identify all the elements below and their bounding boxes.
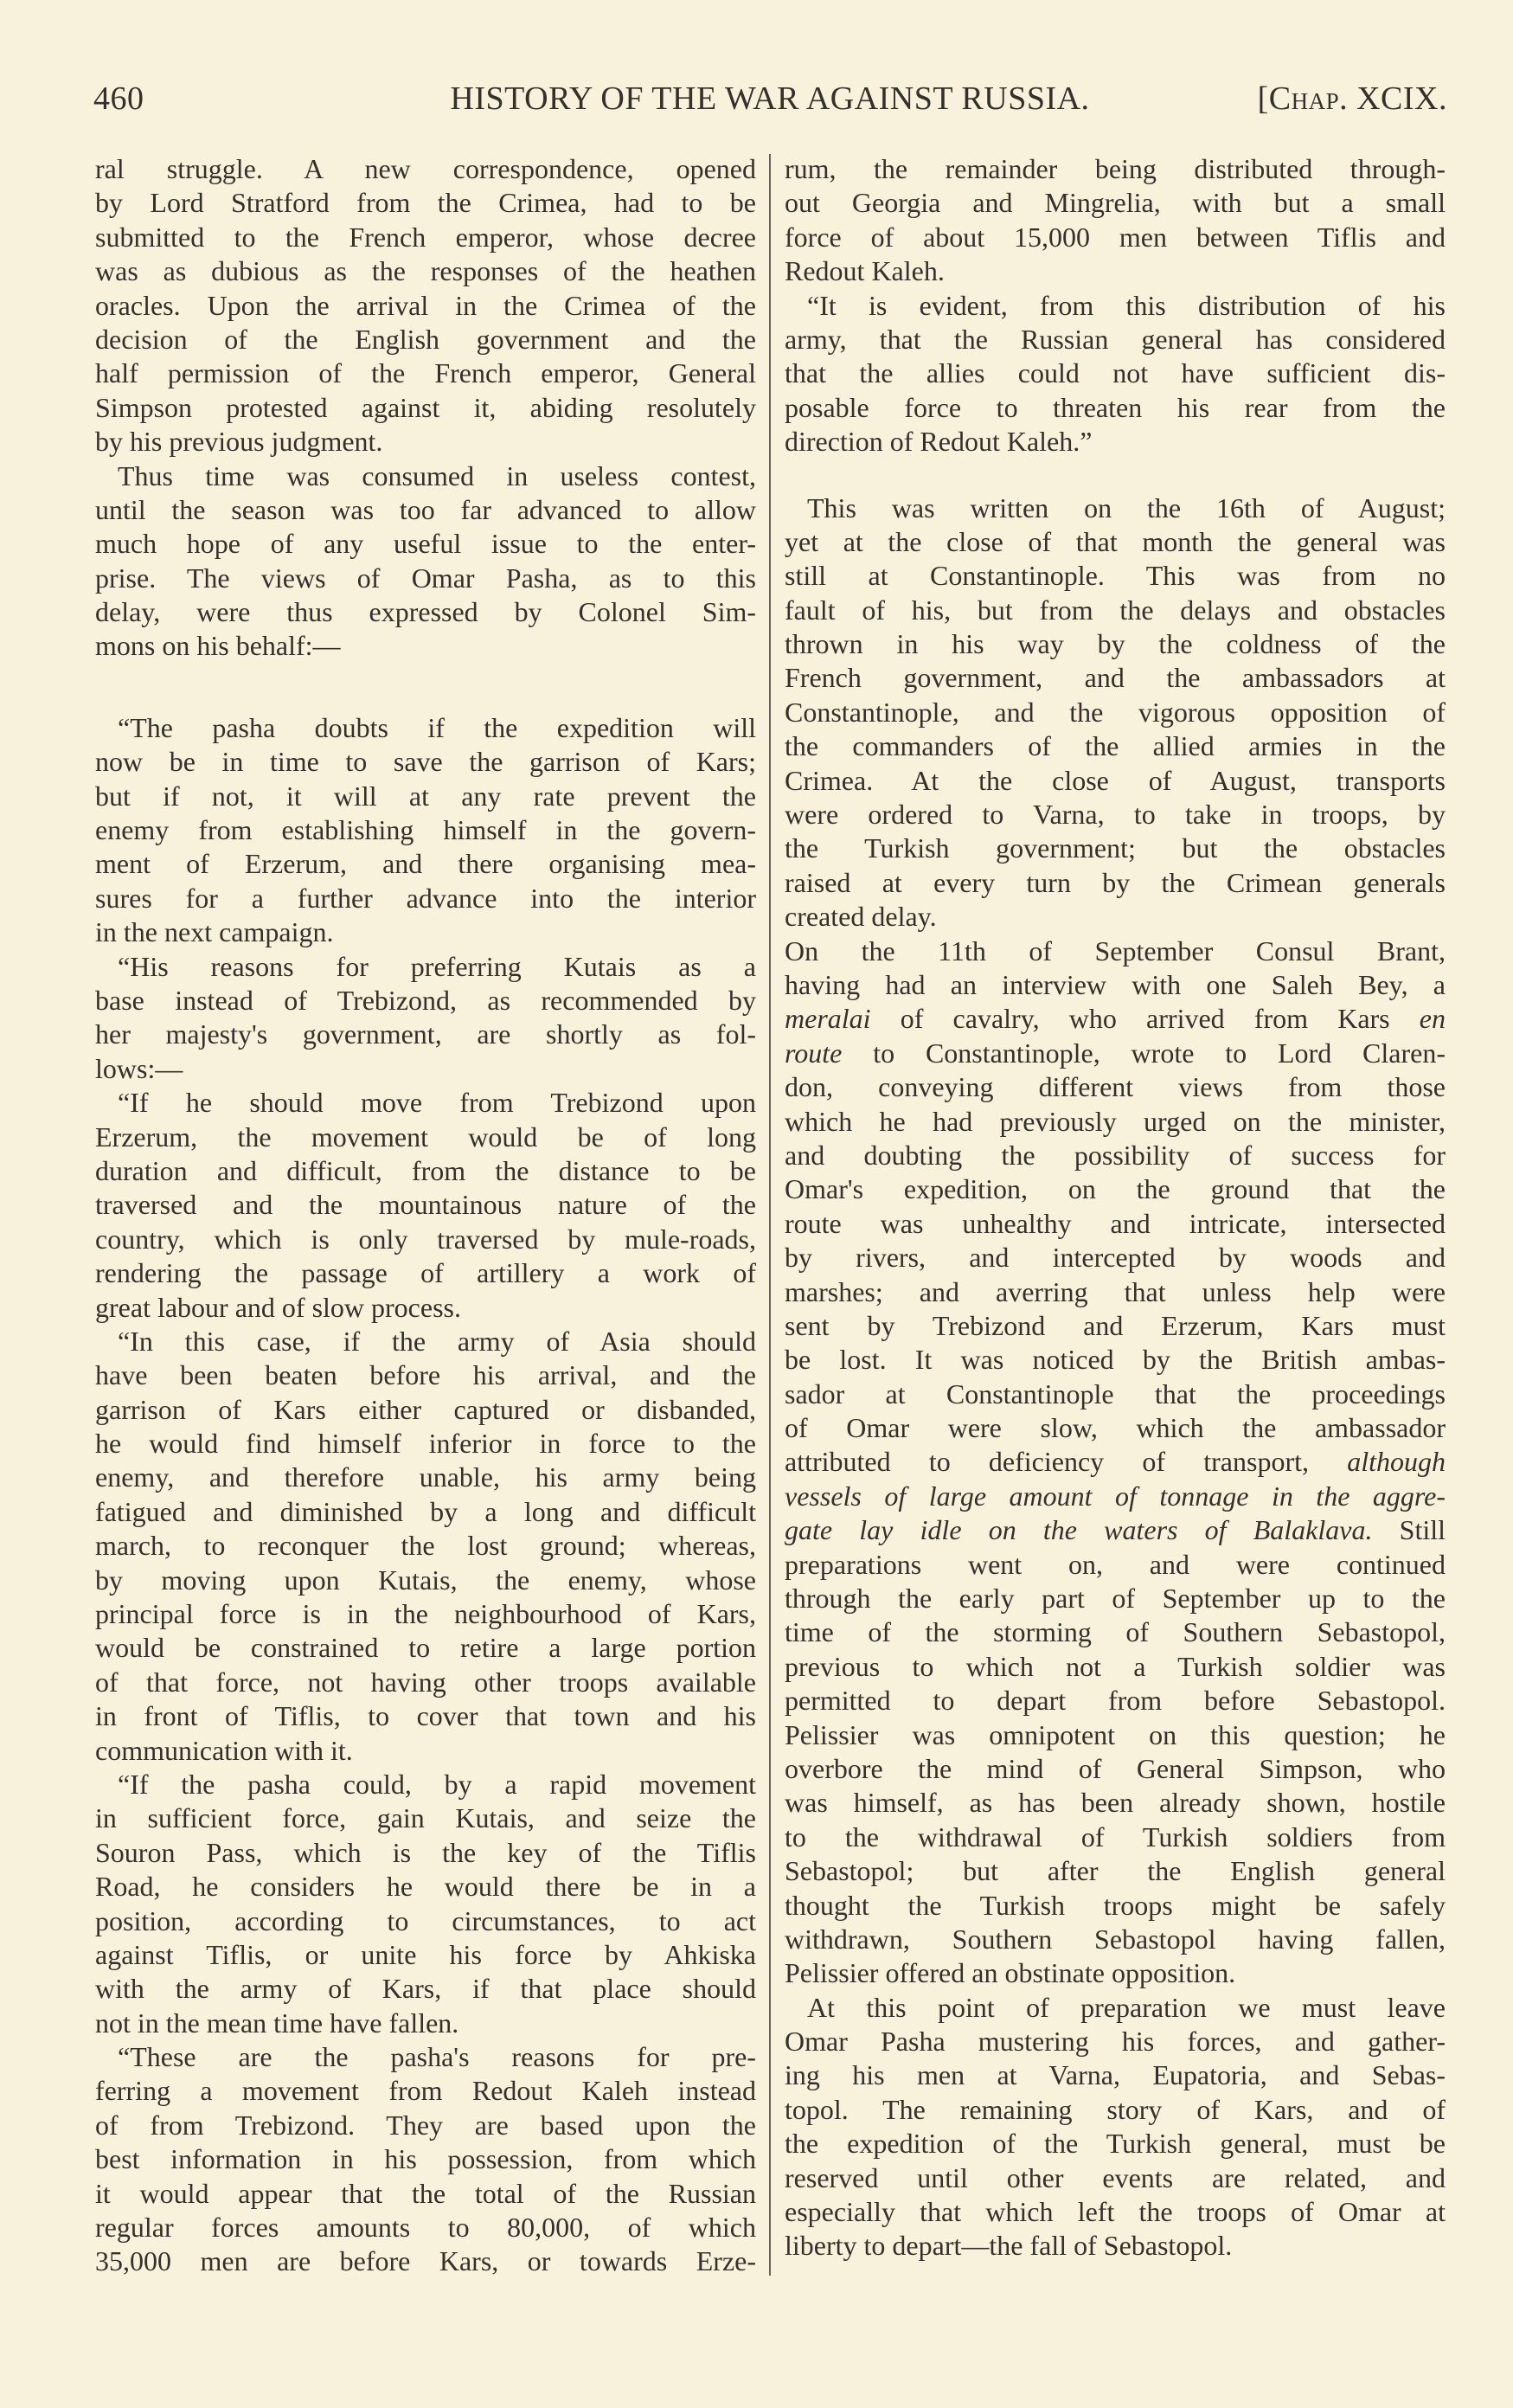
text-line: Constantinople, and the vigorous opposition of <box>785 696 1446 728</box>
italic-text: gate lay idle on the waters of Balaklava. <box>785 1514 1373 1546</box>
paragraph <box>95 459 756 664</box>
text-line <box>785 1480 1446 1513</box>
text-line <box>785 1445 1446 1479</box>
text-line: time of the storming of Southern Sebastopol, <box>785 1616 1446 1648</box>
paragraph <box>95 2040 756 2279</box>
column-divider <box>769 154 771 2276</box>
text-line: Crimea. At the close of August, transports <box>785 764 1446 796</box>
text-line: which he had previously urged on the minister, <box>785 1105 1446 1137</box>
text-line: principal force is in the neighbourhood of Kars, <box>95 1598 756 1630</box>
text-line: Erzerum, the movement would be of long <box>95 1121 756 1153</box>
text-line: Souron Pass, which is the key of the Tiflis <box>95 1836 756 1868</box>
text-line: were ordered to Varna, to take in troops, by <box>785 799 1446 831</box>
text-line <box>785 1513 1446 1547</box>
text-line: to the withdrawal of Turkish soldiers from <box>785 1820 1446 1853</box>
text-line: marshes; and averring that unless help were <box>785 1275 1446 1307</box>
text-line: liberty to depart—the fall of Sebastopol. <box>785 2230 1233 2262</box>
text-line: would be constrained to retire a large portion <box>95 1632 756 1664</box>
paragraph <box>95 152 756 459</box>
text-line: great labour and of slow process. <box>95 1291 461 1323</box>
text-line: by moving upon Kutais, the enemy, whose <box>95 1564 756 1596</box>
text-line: route was unhealthy and intricate, intersected <box>785 1207 1446 1239</box>
italic-text: although <box>1347 1446 1446 1478</box>
text-line: having had an interview with one Saleh Bey, a <box>785 968 1446 1000</box>
running-title: HISTORY OF THE WAR AGAINST RUSSIA. <box>450 80 1090 117</box>
text-line: “These are the pasha's reasons for pre- <box>118 2041 756 2073</box>
text-line: but if not, it will at any rate prevent the <box>95 780 756 812</box>
text-line: fatigued and diminished by a long and difficult <box>95 1495 756 1527</box>
text-line: especially that which left the troops of Omar at <box>785 2196 1446 2228</box>
text-line: it would appear that the total of the Russian <box>95 2177 756 2209</box>
text-line: in front of Tiflis, to cover that town and his <box>95 1700 756 1732</box>
italic-text: meralai <box>785 1003 871 1035</box>
text-line: On the 11th of September Consul Brant, <box>785 934 1446 966</box>
text-line: by his previous judgment. <box>95 426 383 458</box>
text-line: march, to reconquer the lost ground; whereas, <box>95 1530 756 1562</box>
text-line: Omar Pasha mustering his forces, and gather- <box>785 2026 1446 2058</box>
text-line: and doubting the possibility of success for <box>785 1139 1446 1171</box>
text-line: her majesty's government, are shortly as fol- <box>95 1018 756 1050</box>
text-line: of that force, not having other troops available <box>95 1666 756 1698</box>
text-line: don, conveying different views from those <box>785 1071 1446 1103</box>
text-line: in sufficient force, gain Kutais, and seize the <box>95 1802 756 1834</box>
text-line: much hope of any useful issue to the enter- <box>95 528 756 560</box>
text-line: in the next campaign. <box>95 916 334 948</box>
text-line: “In this case, if the army of Asia should <box>118 1325 756 1357</box>
text-line: half permission of the French emperor, General <box>95 357 756 389</box>
text-line: not in the mean time have fallen. <box>95 2007 459 2039</box>
text-line: army, that the Russian general has considered <box>785 323 1446 355</box>
text-line: sures for a further advance into the interior <box>95 882 756 914</box>
text-line: he would find himself inferior in force to the <box>95 1428 756 1460</box>
text-line: Pelissier was omnipotent on this question; he <box>785 1718 1446 1750</box>
paragraph <box>785 491 1446 934</box>
text-line: ing his men at Varna, Eupatoria, and Sebas- <box>785 2059 1446 2091</box>
text-line: “It is evident, from this distribution of his <box>807 289 1446 321</box>
text-line: have been beaten before his arrival, and the <box>95 1359 756 1391</box>
text-line: force of about 15,000 men between Tiflis and <box>785 221 1446 253</box>
text-line: through the early part of September up to the <box>785 1583 1446 1615</box>
text-line: lows:— <box>95 1052 183 1084</box>
text-line: Thus time was consumed in useless contest, <box>118 459 756 491</box>
text-line: of from Trebizond. They are based upon the <box>95 2109 756 2141</box>
text-line: regular forces amounts to 80,000, of which <box>95 2212 756 2244</box>
paragraph <box>785 1991 1446 2264</box>
text-segment: Still <box>1372 1514 1446 1546</box>
paragraph-gap <box>95 664 756 711</box>
text-line: At this point of preparation we must leave <box>807 1991 1446 2023</box>
text-line: sent by Trebizond and Erzerum, Kars must <box>785 1309 1446 1341</box>
text-line: “If he should move from Trebizond upon <box>118 1087 756 1119</box>
text-segment: of cavalry, who arrived from Kars <box>870 1003 1420 1035</box>
text-segment: to Constantinople, wrote to Lord Claren- <box>842 1037 1446 1069</box>
text-line: country, which is only traversed by mule-roads, <box>95 1223 756 1255</box>
text-line <box>785 1002 1446 1036</box>
text-line: direction of Redout Kaleh.” <box>785 426 1093 458</box>
text-line: communication with it. <box>95 1734 353 1766</box>
text-line: be lost. It was noticed by the British ambas- <box>785 1344 1446 1376</box>
paragraph <box>95 950 756 1087</box>
text-segment: attributed to deficiency of transport, <box>785 1446 1348 1478</box>
text-line: the expedition of the Turkish general, must be <box>785 2128 1446 2160</box>
text-line: with the army of Kars, if that place should <box>95 1973 756 2005</box>
text-line: still at Constantinople. This was from no <box>785 560 1446 592</box>
text-line: created delay. <box>785 901 937 933</box>
italic-text: route <box>785 1037 843 1069</box>
italic-text: vessels of large amount of tonnage in the aggre- <box>785 1480 1446 1512</box>
text-line: by Lord Stratford from the Crimea, had to be <box>95 187 756 219</box>
paragraph <box>95 1325 756 1768</box>
text-line: the Turkish government; but the obstacles <box>785 832 1446 864</box>
paragraph <box>785 934 1446 1991</box>
text-line: mons on his behalf:— <box>95 630 341 662</box>
text-line: thought the Turkish troops might be safely <box>785 1889 1446 1921</box>
text-line: the commanders of the allied armies in the <box>785 730 1446 762</box>
right-column <box>785 152 1446 2264</box>
text-line: rum, the remainder being distributed through- <box>785 153 1446 184</box>
text-line: “His reasons for preferring Kutais as a <box>118 950 756 982</box>
text-line: until the season was too far advanced to allow <box>95 493 756 525</box>
page-number: 460 <box>93 80 144 117</box>
paragraph <box>785 152 1446 289</box>
text-line: reserved until other events are related, and <box>785 2161 1446 2193</box>
text-line: best information in his possession, from which <box>95 2143 756 2175</box>
text-line: “The pasha doubts if the expedition will <box>118 711 756 743</box>
left-column <box>95 152 756 2279</box>
text-line: withdrawn, Southern Sebastopol having fallen, <box>785 1923 1446 1955</box>
text-line: base instead of Trebizond, as recommended by <box>95 984 756 1016</box>
text-line: fault of his, but from the delays and obstacles <box>785 594 1446 626</box>
text-line: permitted to depart from before Sebastopol. <box>785 1685 1446 1717</box>
text-line: Redout Kaleh. <box>785 255 945 287</box>
text-line: delay, were thus expressed by Colonel Sim- <box>95 596 756 628</box>
text-line: ferring a movement from Redout Kaleh instead <box>95 2075 756 2107</box>
text-line: preparations went on, and were continued <box>785 1548 1446 1580</box>
text-line: traversed and the mountainous nature of the <box>95 1189 756 1221</box>
text-line: Simpson protested against it, abiding resolutely <box>95 391 756 423</box>
text-line: ral struggle. A new correspondence, opened <box>95 153 756 184</box>
paragraph <box>95 1768 756 2040</box>
text-line: of Omar were slow, which the ambassador <box>785 1412 1446 1444</box>
text-line: garrison of Kars either captured or disbanded, <box>95 1393 756 1425</box>
text-line: raised at every turn by the Crimean generals <box>785 866 1446 898</box>
text-line: 35,000 men are before Kars, or towards Erze- <box>95 2245 756 2277</box>
text-line: ment of Erzerum, and there organising mea- <box>95 848 756 880</box>
text-line: Sebastopol; but after the English general <box>785 1855 1446 1887</box>
text-line: that the allies could not have sufficient dis- <box>785 357 1446 389</box>
text-line: out Georgia and Mingrelia, with but a small <box>785 187 1446 219</box>
text-line: decision of the English government and the <box>95 323 756 355</box>
italic-text: en <box>1419 1003 1446 1035</box>
text-line: prise. The views of Omar Pasha, as to this <box>95 562 756 594</box>
text-line: was as dubious as the responses of the heathen <box>95 255 756 287</box>
text-line: by rivers, and intercepted by woods and <box>785 1242 1446 1274</box>
chapter-label: [Chap. XCIX. <box>1257 80 1447 117</box>
text-line: overbore the mind of General Simpson, who <box>785 1752 1446 1784</box>
text-line <box>785 1037 1446 1070</box>
text-line: now be in time to save the garrison of Kars; <box>95 746 756 778</box>
text-line: position, according to circumstances, to act <box>95 1904 756 1936</box>
text-line: rendering the passage of artillery a work of <box>95 1257 756 1289</box>
text-line: Omar's expedition, on the ground that the <box>785 1173 1446 1205</box>
paragraph <box>785 289 1446 459</box>
text-line: Pelissier offered an obstinate opposition. <box>785 1957 1236 1989</box>
text-line: submitted to the French emperor, whose decree <box>95 221 756 253</box>
text-line: duration and difficult, from the distance to be <box>95 1154 756 1186</box>
paragraph <box>95 1086 756 1325</box>
text-line: enemy, and therefore unable, his army being <box>95 1461 756 1493</box>
text-line: oracles. Upon the arrival in the Crimea of the <box>95 289 756 321</box>
text-line: Road, he considers he would there be in a <box>95 1871 756 1903</box>
text-line: “If the pasha could, by a rapid movement <box>118 1768 756 1800</box>
text-line: enemy from establishing himself in the govern- <box>95 814 756 846</box>
text-line: sador at Constantinople that the proceedings <box>785 1377 1446 1409</box>
paragraph <box>95 711 756 950</box>
text-line: against Tiflis, or unite his force by Ahkiska <box>95 1938 756 1970</box>
text-line: was himself, as has been already shown, hostile <box>785 1787 1446 1819</box>
text-line: posable force to threaten his rear from the <box>785 391 1446 423</box>
text-line: This was written on the 16th of August; <box>807 491 1446 523</box>
text-line: previous to which not a Turkish soldier was <box>785 1650 1446 1682</box>
text-line: topol. The remaining story of Kars, and of <box>785 2093 1446 2125</box>
paragraph-gap <box>785 459 1446 491</box>
text-line: French government, and the ambassadors at <box>785 662 1446 694</box>
text-line: thrown in his way by the coldness of the <box>785 628 1446 660</box>
text-line: yet at the close of that month the general was <box>785 525 1446 557</box>
